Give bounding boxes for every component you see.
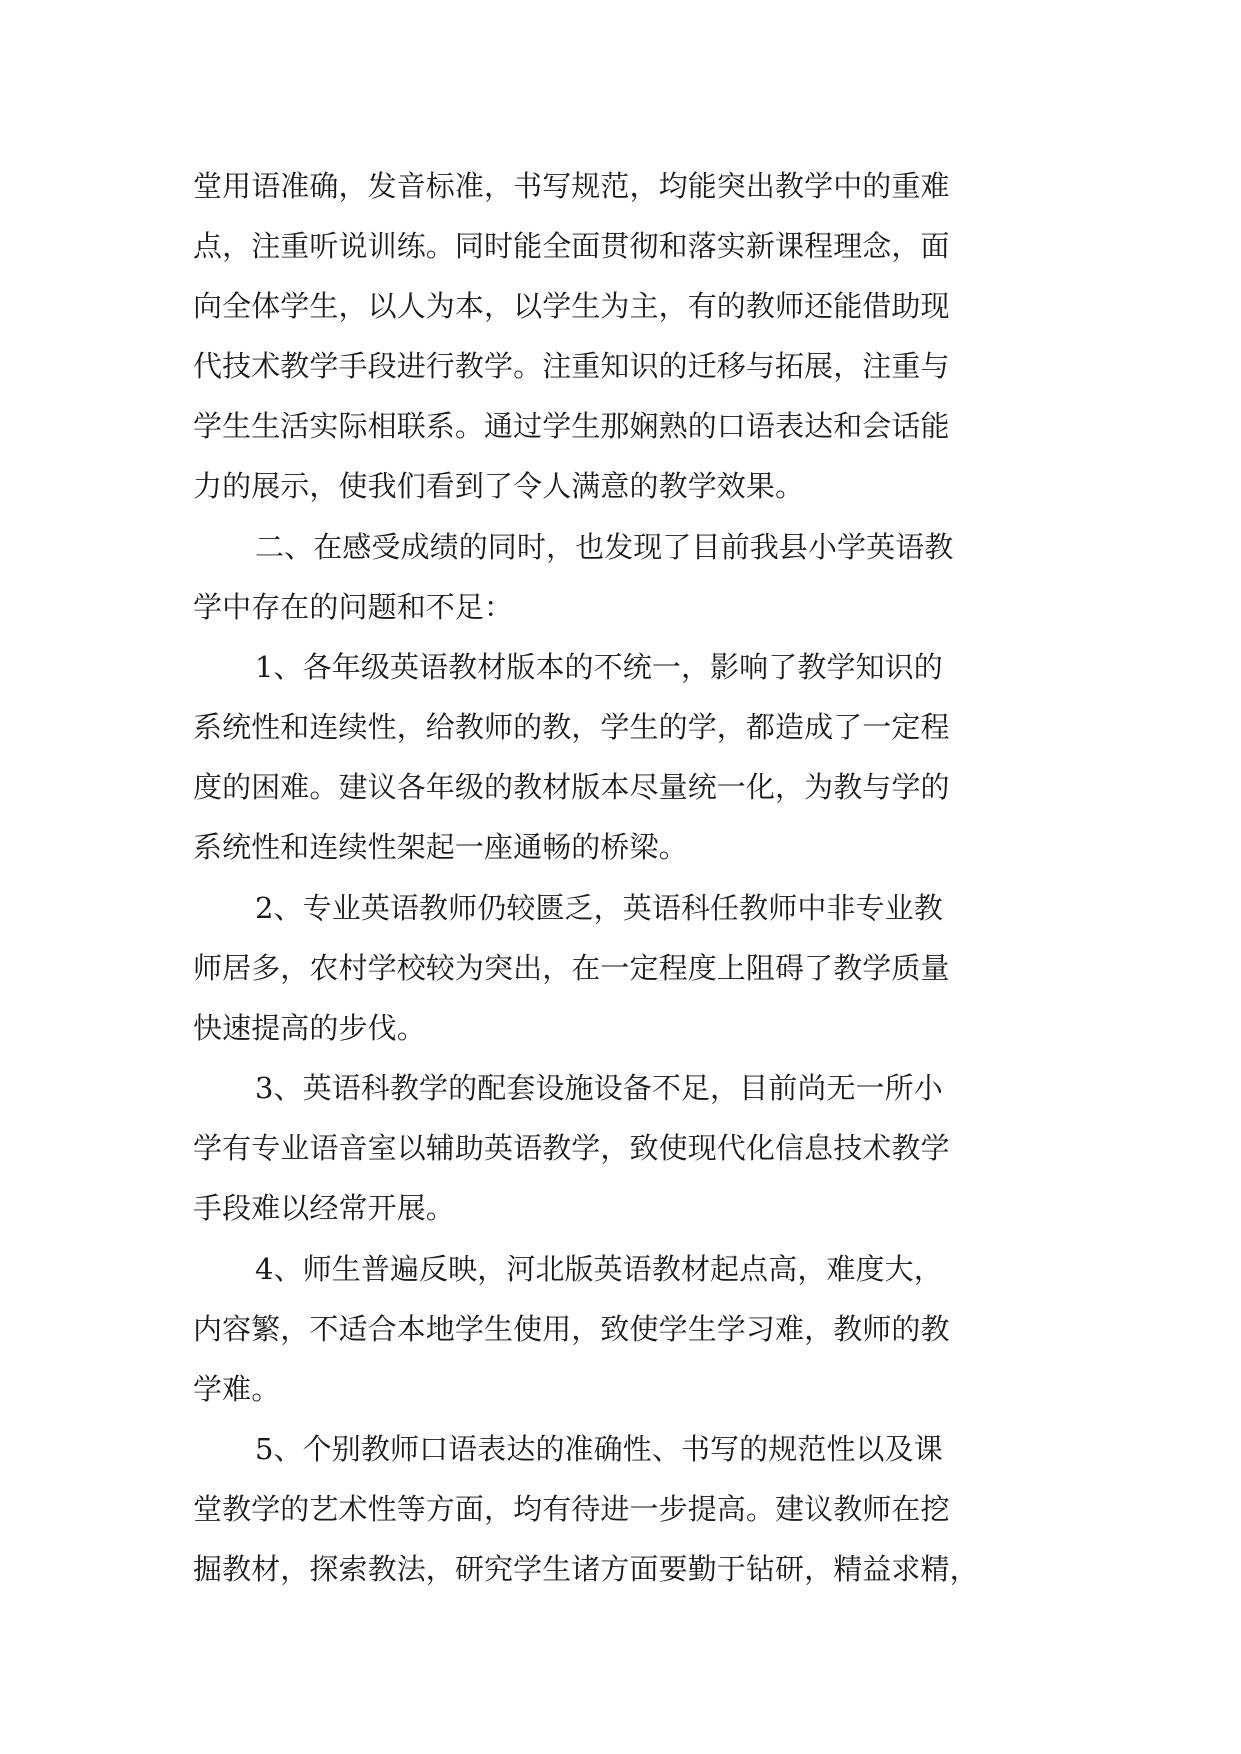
list-item-2-line: 师居多，农村学校较为突出，在一定程度上阻碍了教学质量 (193, 951, 950, 985)
text-line: 代技术教学手段进行教学。注重知识的迁移与拓展，注重与 (193, 349, 950, 383)
list-item-1-line: 系统性和连续性，给教师的教，学生的学，都造成了一定程 (193, 710, 950, 744)
list-item-3-line: 手段难以经常开展。 (193, 1191, 455, 1225)
list-item-3-line: 学有专业语音室以辅助英语教学，致使现代化信息技术教学 (193, 1131, 950, 1165)
list-item-1-line: 1、各年级英语教材版本的不统一，影响了教学知识的 (255, 650, 943, 684)
section-heading-line: 二、在感受成绩的同时，也发现了目前我县小学英语教 (255, 530, 954, 564)
list-item-2-line: 2、专业英语教师仍较匮乏，英语科任教师中非专业教 (255, 891, 943, 925)
list-item-1-line: 度的困难。建议各年级的教材版本尽量统一化，为教与学的 (193, 770, 950, 804)
list-item-5-line: 掘教材，探索教法，研究学生诸方面要勤于钻研，精益求精， (193, 1552, 979, 1586)
text-line: 力的展示，使我们看到了令人满意的教学效果。 (193, 469, 805, 503)
text-line: 向全体学生，以人为本，以学生为主，有的教师还能借助现 (193, 289, 950, 323)
list-item-4-line: 内容繁，不适合本地学生使用，致使学生学习难，教师的教 (193, 1312, 950, 1346)
list-item-5-line: 堂教学的艺术性等方面，均有待进一步提高。建议教师在挖 (193, 1492, 950, 1526)
section-heading-line: 学中存在的问题和不足： (193, 590, 514, 624)
text-line: 点，注重听说训练。同时能全面贯彻和落实新课程理念，面 (193, 229, 950, 263)
list-item-4-line: 学难。 (193, 1372, 281, 1406)
list-item-3-line: 3、英语科教学的配套设施设备不足，目前尚无一所小 (255, 1071, 943, 1105)
list-item-4-line: 4、师生普遍反映，河北版英语教材起点高，难度大， (255, 1252, 943, 1286)
list-item-5-line: 5、个别教师口语表达的准确性、书写的规范性以及课 (255, 1432, 943, 1466)
list-item-1-line: 系统性和连续性架起一座通畅的桥梁。 (193, 830, 688, 864)
text-line: 堂用语准确，发音标准，书写规范，均能突出教学中的重难 (193, 169, 950, 203)
list-item-2-line: 快速提高的步伐。 (193, 1011, 426, 1045)
text-line: 学生生活实际相联系。通过学生那娴熟的口语表达和会话能 (193, 409, 950, 443)
